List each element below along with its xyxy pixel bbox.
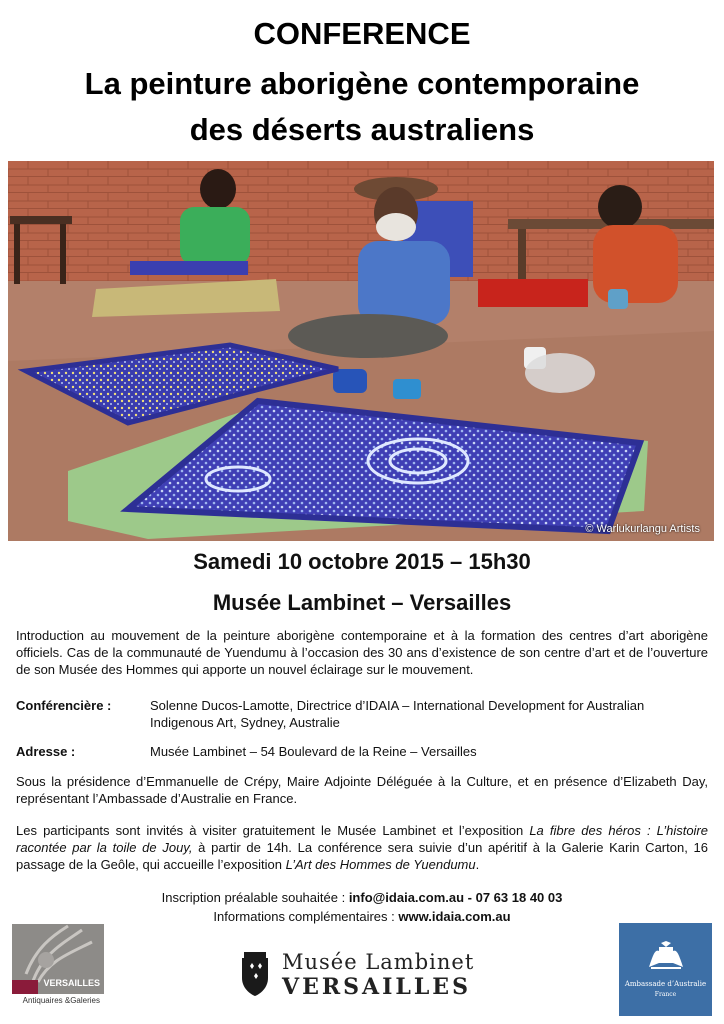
- photo-credit: © Warlukurlangu Artists: [585, 523, 700, 535]
- musee-lambinet-logo: [238, 950, 498, 1000]
- address-value: Musée Lambinet – 54 Boulevard de la Reine – Versailles: [150, 744, 477, 759]
- versailles-crest-icon: [238, 950, 272, 996]
- event-venue: Musée Lambinet – Versailles: [212, 590, 512, 615]
- conference-heading: CONFERENCE: [253, 16, 471, 51]
- speaker-value: Solenne Ducos-Lamotte, Directrice d’IDAIA – International Development for Australian Indigenous Art, Sydney, Australie: [150, 698, 645, 730]
- antiquaires-logo-image: [12, 924, 104, 994]
- coat-of-arms-icon: [647, 941, 685, 971]
- intro-paragraph: Introduction au mouvement de la peinture aborigène contemporaine et à la formation des centres d’art aborigène officiels. Cas de la communauté de Yuendumu à l’occasion des 30 ans d’existence de son centre d’art et de l’ouverture de son Musée des Hommes qui apporte un nouvel éclairage sur le mouvement.: [16, 628, 708, 677]
- musee-lambinet-city: VERSAILLES: [282, 974, 471, 1000]
- event-date: Samedi 10 octobre 2015 – 15h30: [193, 549, 531, 574]
- participants-text-2: à partir de 14h. La conférence sera suivie d’un apéritif à la Galerie Karin Carton, 16 passage de la Geôle, qui accueille l’exposition: [16, 840, 708, 872]
- antiquaires-logo: [12, 924, 104, 1018]
- artists-photo-illustration: [8, 161, 714, 541]
- antiquaires-mark: [12, 980, 38, 994]
- exhibition-title-1: La fibre des héros : L’histoire racontée par la toile de Jouy,: [16, 823, 708, 855]
- embassy-country: France: [654, 991, 677, 998]
- musee-lambinet-name: Musée Lambinet: [282, 950, 475, 974]
- title-line-1: La peinture aborigène contemporaine: [84, 66, 640, 101]
- participants-text-1: Les participants sont invités à visiter gratuitement le Musée Lambinet et l’exposition: [16, 823, 530, 838]
- contact-email[interactable]: info@idaia.com.au: [348, 890, 465, 905]
- info-line: [0, 909, 724, 924]
- antiquaires-title: VERSAILLES: [43, 978, 100, 988]
- artists-photo: [8, 161, 714, 541]
- contact-website[interactable]: www.idaia.com.au: [398, 909, 511, 924]
- address-label: Adresse :: [16, 744, 76, 759]
- inscription-line: [0, 890, 724, 905]
- title-line-2: des déserts australiens: [189, 112, 535, 147]
- exhibition-title-2: L’Art des Hommes de Yuendumu: [285, 857, 476, 872]
- embassy-name: Ambassade d’Australie: [624, 980, 707, 988]
- speaker-label: Conférencière :: [16, 698, 112, 713]
- inscription-label: Inscription préalable souhaitée :: [161, 890, 349, 905]
- contact-phone: - 07 63 18 40 03: [464, 890, 563, 905]
- participants-paragraph: [16, 822, 708, 873]
- presidence-paragraph: Sous la présidence d’Emmanuelle de Crépy, Maire Adjointe Déléguée à la Culture, et en présence d’Elizabeth Day, représentant l’Ambassade d’Australie en France.: [16, 774, 708, 806]
- info-label: Informations complémentaires :: [213, 909, 399, 924]
- participants-text-3: .: [475, 857, 480, 872]
- embassy-logo: [619, 923, 712, 1016]
- antiquaires-subtitle: Antiquaires &Galeries: [22, 996, 100, 1005]
